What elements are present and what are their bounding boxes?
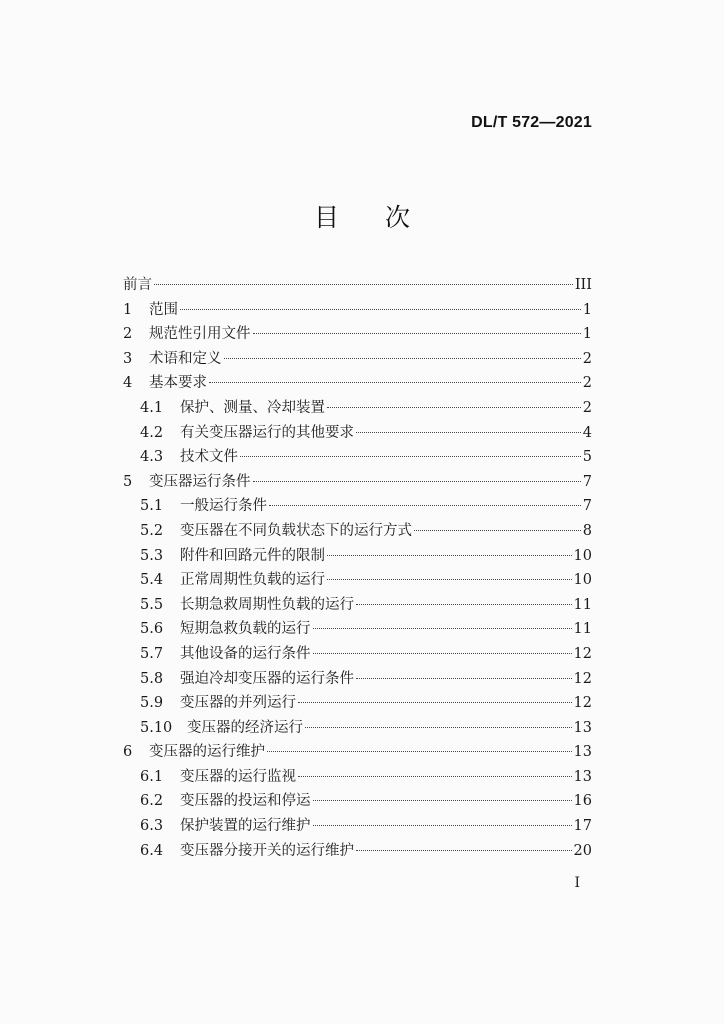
toc-entry-page: 16 [573,793,592,810]
toc-entry-number: 5.5 [140,596,164,613]
toc-dot-leader [224,358,581,359]
toc-entry-number: 5.6 [140,621,164,638]
toc-entry-title: 强迫冷却变压器的运行条件 [180,670,354,687]
toc-entry[interactable] [123,740,592,765]
page-number: I [574,875,580,891]
toc-dot-leader [267,751,572,752]
toc-entry-number: 6.3 [140,818,164,835]
toc-dot-leader [313,628,572,629]
page-title: 目次 [313,203,456,232]
toc-entry[interactable] [123,568,592,593]
toc-entry[interactable] [123,396,592,421]
toc-entry-title: 前言 [123,277,152,293]
toc-entry[interactable] [123,445,592,470]
toc-entry-page: 13 [573,719,592,736]
toc-entry-page: 12 [573,670,592,687]
toc-entry-title: 其他设备的运行条件 [180,645,311,662]
toc-dot-leader [356,850,572,851]
toc-dot-leader [180,309,581,310]
toc-entry-page: 7 [582,498,592,515]
toc-entry-title: 变压器的并列运行 [180,695,296,712]
toc-entry-title: 一般运行条件 [180,498,267,515]
toc-dot-leader [240,456,581,457]
toc-entry[interactable] [123,494,592,519]
toc-entry-number: 5.2 [140,522,164,539]
toc-entry-title: 保护、测量、冷却装置 [180,399,325,416]
toc-entry-number: 6.4 [140,842,164,859]
toc-dot-leader [154,284,573,285]
toc-entry-title: 有关变压器运行的其他要求 [180,424,354,441]
toc-entry[interactable] [123,642,592,667]
toc-entry-page: 13 [573,744,592,761]
toc-entry-page: 8 [582,522,592,539]
toc-entry-page: 12 [573,695,592,712]
toc-entry-number: 4.3 [140,449,164,466]
toc-entry[interactable] [123,765,592,790]
toc-entry-title: 变压器在不同负载状态下的运行方式 [180,522,412,539]
toc-dot-leader [414,530,581,531]
toc-entry-title: 变压器的运行维护 [149,744,265,761]
toc-dot-leader [313,800,572,801]
toc-entry[interactable] [123,814,592,839]
toc-entry[interactable] [123,470,592,495]
toc-entry-page: 13 [573,768,592,785]
toc-dot-leader [356,678,572,679]
toc-entry-number: 5.7 [140,645,164,662]
toc-dot-leader [305,727,572,728]
toc-entry-number: 3 [123,350,133,367]
toc-entry-title: 基本要求 [149,375,207,392]
toc-entry-page: 2 [582,399,592,416]
toc-entry[interactable] [123,691,592,716]
toc-entry-title: 规范性引用文件 [149,326,251,343]
toc-entry[interactable] [123,789,592,814]
toc-dot-leader [253,481,581,482]
toc-dot-leader [327,407,581,408]
toc-entry-number: 4.2 [140,424,164,441]
toc-entry-number: 6 [123,744,133,761]
toc-entry-title: 变压器分接开关的运行维护 [180,842,354,859]
toc-entry[interactable] [123,716,592,741]
toc-entry[interactable] [123,593,592,618]
toc-entry-page: 17 [573,818,592,835]
toc-entry-number: 6.2 [140,793,164,810]
toc-entry-number: 4.1 [140,399,164,416]
toc-dot-leader [313,653,572,654]
toc-entry-title: 变压器的投运和停运 [180,793,311,810]
toc-entry-number: 1 [123,301,133,318]
toc-entry-number: 5 [123,473,133,490]
toc-entry-number: 5.9 [140,695,164,712]
toc-entry-title: 保护装置的运行维护 [180,818,311,835]
toc-entry-number: 5.10 [140,719,173,736]
toc-entry-title: 附件和回路元件的限制 [180,547,325,564]
toc-entry-page: 11 [573,596,592,613]
toc-entry[interactable] [123,544,592,569]
toc-entry[interactable] [123,421,592,446]
toc-entry[interactable] [123,273,592,298]
toc-entry-page: III [574,277,592,293]
toc-entry-page: 7 [582,473,592,490]
toc-dot-leader [298,776,572,777]
toc-entry-title: 术语和定义 [149,350,222,367]
toc-dot-leader [209,382,581,383]
toc-dot-leader [269,505,581,506]
toc-entry-page: 1 [582,326,592,343]
toc-entry-page: 1 [582,301,592,318]
toc-entry-number: 5.8 [140,670,164,687]
toc-entry[interactable] [123,298,592,323]
toc-entry[interactable] [123,371,592,396]
toc-entry[interactable] [123,617,592,642]
toc-entry[interactable] [123,322,592,347]
toc-entry[interactable] [123,519,592,544]
toc-entry-title: 变压器的经济运行 [187,719,303,736]
toc-entry-number: 2 [123,326,133,343]
toc-dot-leader [327,579,572,580]
toc-dot-leader [298,702,572,703]
toc-entry-number: 5.1 [140,498,164,515]
toc-entry-page: 12 [573,645,592,662]
toc-entry-page: 11 [573,621,592,638]
toc-entry-page: 10 [573,572,592,589]
toc-entry-page: 2 [582,375,592,392]
toc-entry-title: 范围 [149,301,178,318]
toc-entry-title: 变压器运行条件 [149,473,251,490]
toc-entry-title: 变压器的运行监视 [180,768,296,785]
toc-entry-page: 20 [573,842,592,859]
toc-entry[interactable] [123,667,592,692]
toc-dot-leader [327,555,572,556]
toc-entry[interactable] [123,347,592,372]
toc-entry-number: 5.4 [140,572,164,589]
toc-entry-title: 正常周期性负载的运行 [180,572,325,589]
document-code: DL/T 572—2021 [471,114,592,131]
toc-dot-leader [356,604,572,605]
toc-entry-page: 4 [582,424,592,441]
toc-dot-leader [356,432,581,433]
toc-entry[interactable] [123,839,592,864]
toc-entry-number: 6.1 [140,768,164,785]
toc-dot-leader [313,825,572,826]
toc-entry-number: 5.3 [140,547,164,564]
toc-entry-page: 2 [582,350,592,367]
table-of-contents [123,273,592,863]
toc-entry-title: 短期急救负载的运行 [180,621,311,638]
toc-dot-leader [253,333,581,334]
toc-entry-title: 长期急救周期性负载的运行 [180,596,354,613]
toc-entry-page: 10 [573,547,592,564]
toc-entry-page: 5 [582,449,592,466]
toc-entry-title: 技术文件 [180,449,238,466]
toc-entry-number: 4 [123,375,133,392]
